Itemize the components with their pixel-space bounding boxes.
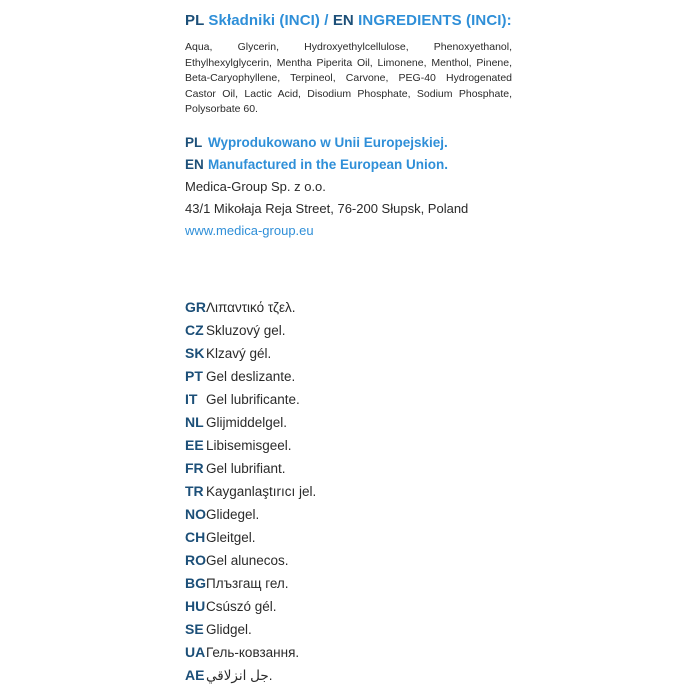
language-code: BG: [185, 575, 206, 591]
language-text: Libisemisgeel.: [206, 438, 292, 453]
language-code: EE: [185, 437, 204, 453]
language-row-cz: [185, 319, 316, 342]
language-row-no: [185, 503, 316, 526]
ingredients-heading: [185, 12, 512, 29]
language-code: SK: [185, 345, 205, 361]
language-code: CZ: [185, 322, 204, 338]
ingredients-pl-code: PL: [185, 12, 205, 29]
language-row-fr: [185, 457, 316, 480]
manufactured-pl-code: PL: [185, 135, 203, 150]
language-row-gr: [185, 296, 316, 319]
manufactured-en-code: EN: [185, 157, 204, 172]
language-text: Glidgel.: [206, 622, 252, 637]
language-code: RO: [185, 552, 206, 568]
language-row-hu: [185, 595, 316, 618]
ingredients-list: Aqua, Glycerin, Hydroxyethylcellulose, Phenoxyethanol, Ethylhexylglycerin, Mentha Piperita Oil, Limonene, Menthol, Pinene, Beta-Caryophyllene, Terpineol, Carvone, PEG-40 Hydrogenated Castor Oil, Lactic Acid, Disodium Phosphate, Sodium Phosphate, Polysorbate 60.: [185, 41, 512, 116]
language-row-ae: [185, 664, 316, 687]
language-text: Gleitgel.: [206, 530, 256, 545]
language-text: Kayganlaştırıcı jel.: [206, 484, 317, 499]
company-address: 43/1 Mikołaja Reja Street, 76-200 Słupsk, Poland: [185, 201, 469, 216]
language-row-pt: [185, 365, 316, 388]
manufacturer-block: [185, 132, 468, 242]
ingredients-en-code: EN: [332, 12, 354, 29]
company-name: Medica-Group Sp. z o.o.: [185, 179, 326, 194]
language-text: Glijmiddelgel.: [206, 415, 288, 430]
language-row-ro: [185, 549, 316, 572]
language-text: جل انزلاقي.: [206, 668, 273, 683]
language-row-se: [185, 618, 316, 641]
language-text: Klzavý gél.: [206, 346, 272, 361]
language-code: UA: [185, 644, 206, 660]
language-text: Skluzový gel.: [206, 323, 286, 338]
language-row-sk: [185, 342, 316, 365]
manufactured-en-row: [185, 154, 468, 176]
manufactured-pl-row: [185, 132, 468, 154]
language-text: Гель-ковзання.: [206, 645, 300, 660]
language-row-ee: [185, 434, 316, 457]
language-text: Gel lubrifiant.: [206, 461, 286, 476]
language-text: Gel deslizante.: [206, 369, 296, 384]
language-code: TR: [185, 483, 204, 499]
manufactured-en-text: Manufactured in the European Union.: [208, 157, 449, 172]
language-code: IT: [185, 391, 198, 407]
language-text: Csúszó gél.: [206, 599, 277, 614]
ingredients-separator: /: [320, 12, 333, 29]
language-text: Плъзгащ гел.: [206, 576, 289, 591]
language-code: HU: [185, 598, 206, 614]
manufactured-pl-text: Wyprodukowano w Unii Europejskiej.: [208, 135, 448, 150]
language-row-it: [185, 388, 316, 411]
language-row-ch: [185, 526, 316, 549]
website-link[interactable]: www.medica-group.eu: [185, 223, 314, 238]
language-row-bg: [185, 572, 316, 595]
language-row-tr: [185, 480, 316, 503]
language-code: AE: [185, 667, 205, 683]
language-text: Glidegel.: [206, 507, 260, 522]
language-list: [185, 296, 316, 687]
language-text: Λιπαντικό τζελ.: [206, 300, 296, 315]
language-code: GR: [185, 299, 206, 315]
language-row-ua: [185, 641, 316, 664]
ingredients-pl-label: Składniki (INCI): [208, 12, 321, 29]
language-text: Gel alunecos.: [206, 553, 289, 568]
language-row-nl: [185, 411, 316, 434]
language-code: CH: [185, 529, 206, 545]
language-code: FR: [185, 460, 204, 476]
language-code: NL: [185, 414, 204, 430]
language-code: NO: [185, 506, 206, 522]
ingredients-en-label: INGREDIENTS (INCI):: [358, 12, 512, 29]
language-code: SE: [185, 621, 204, 637]
language-text: Gel lubrificante.: [206, 392, 300, 407]
language-code: PT: [185, 368, 203, 384]
